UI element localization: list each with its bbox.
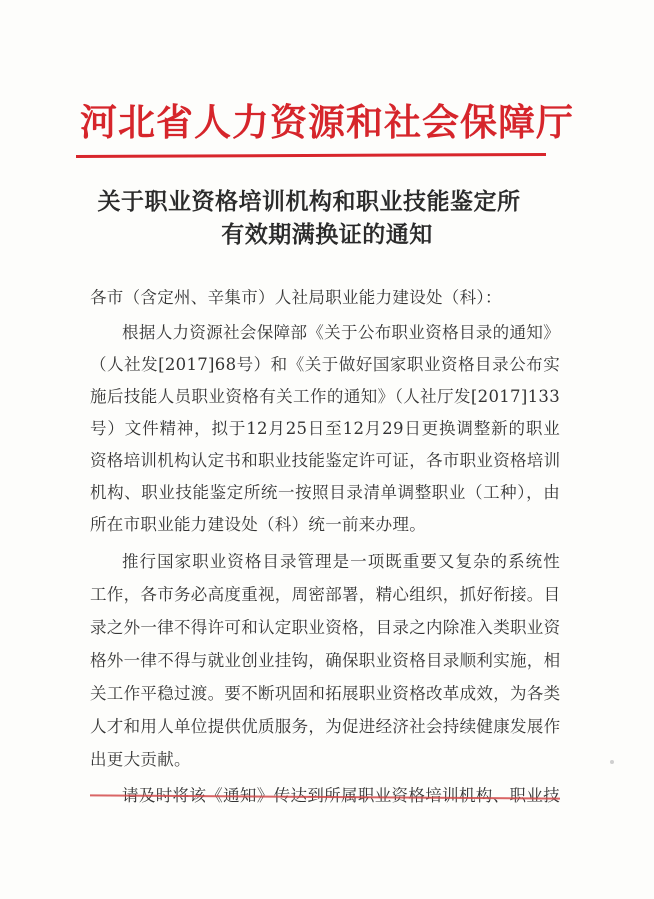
salutation: 各市（含定州、辛集市）人社局职业能力建设处（科）： <box>90 288 502 307</box>
paragraph-1-line: 所在市职业能力建设处（科）统一前来办理。 <box>90 515 426 534</box>
paragraph-2-line: 录之外一律不得许可和认定职业资格，目录之内除准入类职业资 <box>90 618 561 637</box>
org-header-title: 河北省人力资源和社会保障厅 <box>80 100 574 144</box>
notice-title-line-2: 有效期满换证的通知 <box>221 221 433 248</box>
paragraph-1-line: 号）文件精神，拟于12月25日至12月29日更换调整新的职业 <box>90 419 560 438</box>
notice-title-line-1: 关于职业资格培训机构和职业技能鉴定所 <box>97 188 521 215</box>
header-red-rule <box>76 153 546 158</box>
paragraph-1-line: 施后技能人员职业资格有关工作的通知》（人社厅发[2017]133 <box>90 387 560 406</box>
paragraph-3-line: 请及时将该《通知》传达到所属职业资格培训机构、职业技 <box>122 786 560 805</box>
paragraph-2-line: 格外一律不得与就业创业挂钩，确保职业资格目录顺利实施，相 <box>90 651 561 670</box>
paragraph-2-line: 出更大贡献。 <box>90 750 191 769</box>
paragraph-1-line: 机构、职业技能鉴定所统一按照目录清单调整职业（工种），由 <box>90 483 560 502</box>
paragraph-2-line: 推行国家职业资格目录管理是一项既重要又复杂的系统性 <box>122 552 560 571</box>
paragraph-2-line: 关工作平稳过渡。要不断巩固和拓展职业资格改革成效，为各类 <box>90 684 561 703</box>
scan-speck <box>610 760 614 764</box>
paragraph-1-line: 资格培训机构认定书和职业技能鉴定许可证，各市职业资格培训 <box>90 451 561 470</box>
paragraph-1-line: 根据人力资源社会保障部《关于公布职业资格目录的通知》 <box>122 323 560 342</box>
paragraph-1-line: （人社发[2017]68号）和《关于做好国家职业资格目录公布实 <box>90 355 560 374</box>
paragraph-2-line: 工作，各市务必高度重视，周密部署，精心组织，抓好衔接。目 <box>90 585 561 604</box>
paragraph-2-line: 人才和用人单位提供优质服务，为促进经济社会持续健康发展作 <box>90 717 561 736</box>
